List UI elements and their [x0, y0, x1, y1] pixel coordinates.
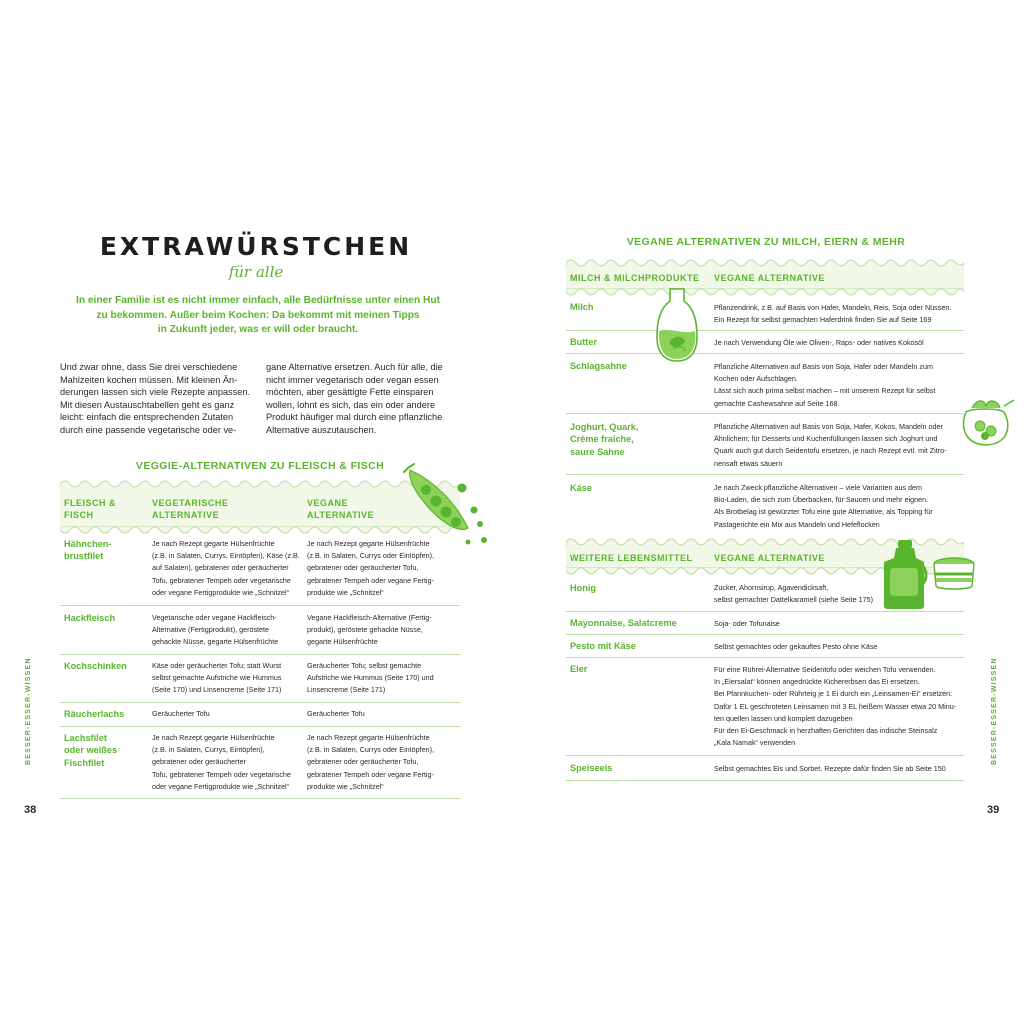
page-number-right: 39 — [987, 804, 1000, 816]
row-text-mayo: Soja- oder Tofunaise — [714, 619, 780, 628]
row-divider — [566, 474, 964, 475]
row-divider — [566, 413, 964, 414]
row-vegan-fish: Je nach Rezept gegarte Hülsenfrüchte (z.B. in Salaten, Currys oder Eintöpfen), gebratener oder geräucherter Tofu, gebratener Tempeh oder vegane Fertig- produkte wie „Schnitzel“ — [307, 733, 435, 791]
row-text-eggs: Für eine Rührei-Alternative Seidentofu oder weichen Tofu verwenden. In „Eiersalat“ können angedrückte Kichererbsen das Ei ersetzen. Bei Pfannkuchen- oder Rührteig je 1 Ei durch ein „Leinsamen-Ei“ ersetzen: Dafür 1 EL geschroteten Leinsamen mit 3 EL heißem Wasser etwa 20 Minu- ten quellen lassen und komplett dazugeben Für den Ei-Geschmack in herzhaften Gerichten das indische Steinsalz „Kala Namak“ verwenden — [714, 665, 957, 748]
row-label-butter: Butter — [570, 337, 598, 347]
header-vegan-alt-1: VEGANE ALTERNATIVE — [714, 273, 825, 283]
wave-bottom-right-1 — [566, 288, 964, 298]
row-divider — [566, 755, 964, 756]
row-label-eggs: Eier — [570, 664, 588, 674]
page-number-left: 38 — [24, 804, 37, 816]
row-label-salmon: Räucherlachs — [64, 709, 125, 719]
row-label-yogurt: Joghurt, Quark, Crème fraîche, saure Sahne — [570, 422, 639, 457]
pea-pod-icon — [402, 462, 494, 550]
meat-table-title: VEGGIE-ALTERNATIVEN ZU FLEISCH & FISCH — [135, 460, 385, 472]
row-text-pesto: Selbst gemachtes oder gekauftes Pesto ohne Käse — [714, 642, 878, 651]
row-label-milk: Milch — [570, 302, 594, 312]
intro-text: In einer Familie ist es nicht immer einfach, alle Bedürfnisse unter einen Hut zu bekommen. Außer beim Kochen: Da bekommt mit meinen Tipps in Zukunft jeder, was er will oder braucht. — [75, 295, 441, 335]
row-veg-mince: Vegetarische oder vegane Hackfleisch- Alternative (Fertigprodukt), geröstete gehackte Nüsse, gegarte Hülsenfrüchte — [152, 613, 279, 647]
page-title: EXTRAWÜRSTCHEN — [99, 232, 413, 261]
row-text-butter: Je nach Verwendung Öle wie Oliven-, Raps- oder natives Kokosöl — [714, 338, 924, 347]
row-divider — [60, 654, 460, 655]
row-text-cream: Pflanzliche Alternativen auf Basis von Soja, Hafer oder Mandeln zum Kochen oder Aufschlagen. Lässt sich auch prima selbst machen – mit unserem Rezept für selbst gemachte Cashewsahne auf Seite 168. — [714, 362, 936, 408]
row-vegan-salmon: Geräucherter Tofu — [307, 709, 365, 718]
row-vegan-ham: Geräucherter Tofu; selbst gemachte Aufstriche wie Hummus (Seite 170) und Linsencreme (Seite 171) — [307, 661, 434, 695]
dairy-page-title: VEGANE ALTERNATIVEN ZU MILCH, EIERN & MEHR — [626, 236, 906, 248]
row-text-honey: Zucker, Ahornsirup, Agavendicksaft, selbst gemachter Dattelkaramell (siehe Seite 175) — [714, 583, 873, 605]
row-divider — [566, 330, 964, 331]
row-veg-salmon: Geräucherter Tofu — [152, 709, 210, 718]
row-divider — [60, 605, 460, 606]
row-divider — [60, 702, 460, 703]
row-text-milk: Pflanzendrink, z.B. auf Basis von Hafer, Mandeln, Reis, Soja oder Nüssen. Ein Rezept für selbst gemachten Haferdrink finden Sie auf Seite 169 — [714, 303, 952, 325]
row-divider — [566, 611, 964, 612]
row-divider — [566, 657, 964, 658]
row-divider — [566, 353, 964, 354]
wave-bottom-left — [60, 526, 460, 536]
meat-table-header — [60, 489, 460, 527]
row-label-mayo: Mayonnaise, Salatcreme — [570, 618, 677, 628]
row-label-fish: Lachsfilet oder weißes Fischfilet — [64, 733, 118, 768]
tub-icon — [932, 556, 976, 592]
syrup-jar-icon — [880, 538, 930, 610]
bottle-icon — [655, 287, 699, 363]
row-label-cheese: Käse — [570, 483, 592, 493]
row-veg-chicken: Je nach Rezept gegarte Hülsenfrüchte (z.B. in Salaten, Currys, Eintöpfen), Käse (z.B. auf Salaten), gebratener oder geräucherter Tofu, gebratener Tempeh oder vegetarische oder vegane Fertigprodukte wie „Schnitzel“ — [152, 539, 300, 597]
row-divider — [566, 780, 964, 781]
row-label-cream: Schlagsahne — [570, 361, 627, 371]
header-vegan: VEGANE ALTERNATIVE — [307, 498, 375, 520]
header-vegan-alt-2: VEGANE ALTERNATIVE — [714, 553, 825, 563]
row-vegan-mince: Vegane Hackfleisch-Alternative (Fertig- produkt), geröstete gehackte Nüsse, gegarte Hülsenfrüchte — [307, 613, 432, 647]
row-veg-ham: Käse oder geräucherter Tofu; statt Wurst selbst gemachte Aufstriche wie Hummus (Seite 170) und Linsencreme (Seite 171) — [152, 661, 282, 695]
header-meat-fish: FLEISCH & FISCH — [64, 498, 117, 520]
row-label-ham: Kochschinken — [64, 661, 127, 671]
row-text-cheese: Je nach Zweck pflanzliche Alternativen – viele Varianten aus dem Bio-Laden, die sich zum Überbacken, für Saucen und mehr eignen. Als Brotbelag ist gewürzter Tofu eine gute Alternative, als Topping für Pastagerichte ein Mix aus Mandeln und Hefeflocken — [714, 483, 933, 529]
header-vegetarian: VEGETARISCHE ALTERNATIVE — [152, 498, 229, 520]
row-text-yogurt: Pflanzliche Alternativen auf Basis von Soja, Hafer, Kokos, Mandeln oder Ähnlichem; für Desserts und Kuchenfüllungen lassen sich Joghurt und Quark auch gut durch Seidentofu ersetzen, je nach Rezept evtl. mit Zitro- nensaft etwas säuern — [714, 422, 947, 468]
row-label-chicken: Hähnchen- brustfilet — [64, 539, 112, 562]
page-subtitle: für alle — [228, 263, 284, 281]
side-label-right: BESSER-ESSER-WISSEN — [991, 657, 998, 765]
side-label-left: BESSER-ESSER-WISSEN — [25, 657, 32, 765]
row-divider — [60, 726, 460, 727]
body-column-2: gane Alternative ersetzen. Auch für alle, die nicht immer vegetarisch oder vegan essen möchten, aber gesättigte Fette einsparen wollen, lohnt es sich, das ein oder andere Produkt häufiger mal durch eine pflanzliche Alternative auszutauschen. — [266, 362, 443, 435]
header-dairy: MILCH & MILCHPRODUKTE — [570, 273, 700, 283]
row-divider — [566, 634, 964, 635]
row-label-mince: Hackfleisch — [64, 613, 116, 623]
row-label-honey: Honig — [570, 583, 597, 593]
row-label-pesto: Pesto mit Käse — [570, 641, 636, 651]
body-column-1: Und zwar ohne, dass Sie drei verschiedene Mahlzeiten kochen müssen. Mit kleinen Än- derungen lassen sich viele Rezepte anpassen. Mit diesen Austauschtabellen geht es ganz leicht: einfach die entsprechenden Zutaten durch eine passende vegetarische oder ve- — [60, 362, 250, 435]
row-text-icecream: Selbst gemachtes Eis und Sorbet. Rezepte dafür finden Sie ab Seite 150 — [714, 764, 946, 773]
row-label-icecream: Speiseeis — [570, 763, 613, 773]
header-other-foods: WEITERE LEBENSMITTEL — [570, 553, 693, 563]
row-divider — [60, 798, 460, 799]
row-vegan-chicken: Je nach Rezept gegarte Hülsenfrüchte (z.B. in Salaten, Currys oder Eintöpfen), gebratener oder geräucherter Tofu, gebratener Tempeh oder vegane Fertig- produkte wie „Schnitzel“ — [307, 539, 435, 597]
row-veg-fish: Je nach Rezept gegarte Hülsenfrüchte (z.B. in Salaten, Currys, Eintöpfen), gebratener oder geräucherter Tofu, gebratener Tempeh oder vegetarische oder vegane Fertigprodukte wie „Schnitzel“ — [152, 733, 291, 791]
cloth-bag-icon — [958, 396, 1018, 448]
